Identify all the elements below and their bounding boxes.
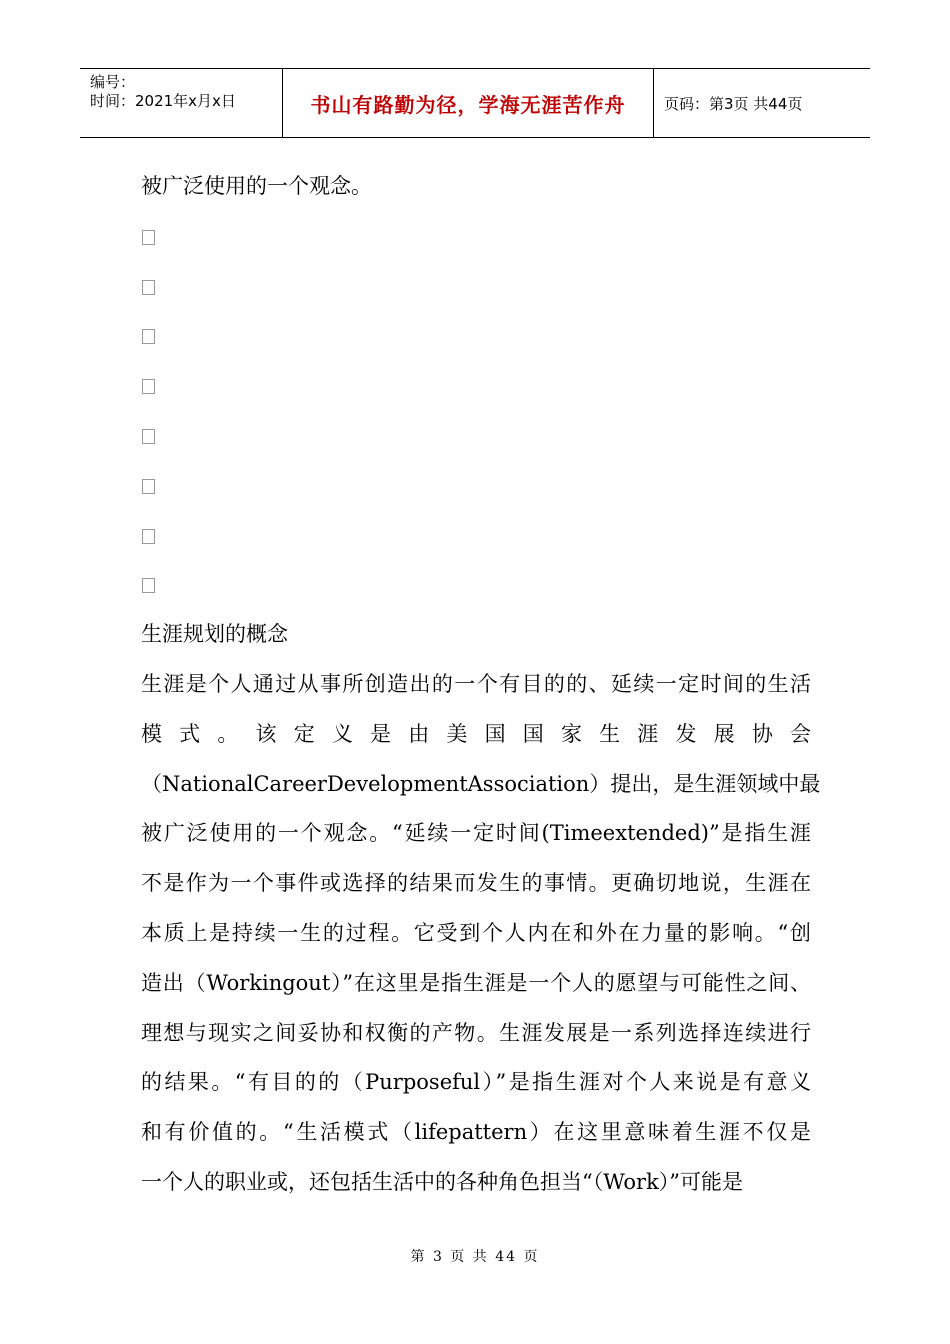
paragraph-line: 被广泛使用的一个观念。“延续一定时间(Timeextended)”是指生涯 bbox=[141, 821, 811, 846]
header-meta bbox=[80, 69, 282, 137]
paragraph-line: （NationalCareerDevelopmentAssociation）提出，是生涯领域中最 bbox=[141, 771, 821, 796]
placeholder-item bbox=[141, 560, 811, 610]
missing-glyph-icon bbox=[142, 479, 155, 494]
placeholder-item bbox=[141, 311, 811, 361]
missing-glyph-icon bbox=[142, 280, 155, 295]
placeholder-item bbox=[141, 511, 811, 561]
placeholder-item bbox=[141, 212, 811, 262]
missing-glyph-icon bbox=[142, 429, 155, 444]
document-number-label: 编号： bbox=[90, 73, 136, 91]
paragraph-line: 一个人的职业或，还包括生活中的各种角色担当“（Work）”可能是 bbox=[141, 1169, 744, 1194]
document-date: 时间：2021年x月x日 bbox=[90, 92, 236, 110]
document-body bbox=[141, 162, 821, 1208]
paragraph-line: 和有价值的。“生活模式（lifepattern）在这里意味着生涯不仅是 bbox=[141, 1120, 811, 1145]
placeholder-list bbox=[141, 212, 811, 610]
paragraph-line: 不是作为一个事件或选择的结果而发生的事情。更确切地说，生涯在 bbox=[141, 871, 811, 896]
paragraph-line: 的结果。“有目的的（Purposeful）”是指生涯对个人来说是有意义 bbox=[141, 1070, 811, 1095]
missing-glyph-icon bbox=[142, 379, 155, 394]
body-paragraph bbox=[141, 660, 821, 1208]
placeholder-item bbox=[141, 411, 811, 461]
placeholder-item bbox=[141, 361, 811, 411]
header-motto: 书山有路勤为径，学海无涯苦作舟 bbox=[282, 69, 654, 137]
intro-line: 被广泛使用的一个观念。 bbox=[141, 174, 372, 198]
paragraph-line: 理想与现实之间妥协和权衡的产物。生涯发展是一系列选择连续进行 bbox=[141, 1020, 811, 1045]
placeholder-item bbox=[141, 262, 811, 312]
paragraph-line: 模式。该定义是由美国国家生涯发展协会 bbox=[141, 721, 811, 746]
missing-glyph-icon bbox=[142, 529, 155, 544]
paragraph-line: 造出（Workingout）”在这里是指生涯是一个人的愿望与可能性之间、 bbox=[141, 970, 811, 995]
missing-glyph-icon bbox=[142, 329, 155, 344]
section-title: 生涯规划的概念 bbox=[141, 622, 288, 647]
placeholder-item bbox=[141, 461, 811, 511]
missing-glyph-icon bbox=[142, 578, 155, 593]
paragraph-line: 本质上是持续一生的过程。它受到个人内在和外在力量的影响。“创 bbox=[141, 920, 811, 945]
missing-glyph-icon bbox=[142, 230, 155, 245]
page-footer: 第 3 页 共 44 页 bbox=[410, 1249, 540, 1265]
page-header bbox=[80, 68, 870, 138]
paragraph-line: 生涯是个人通过从事所创造出的一个有目的的、延续一定时间的生活 bbox=[141, 671, 811, 696]
header-page-info: 页码：第3页 共44页 bbox=[664, 94, 803, 113]
